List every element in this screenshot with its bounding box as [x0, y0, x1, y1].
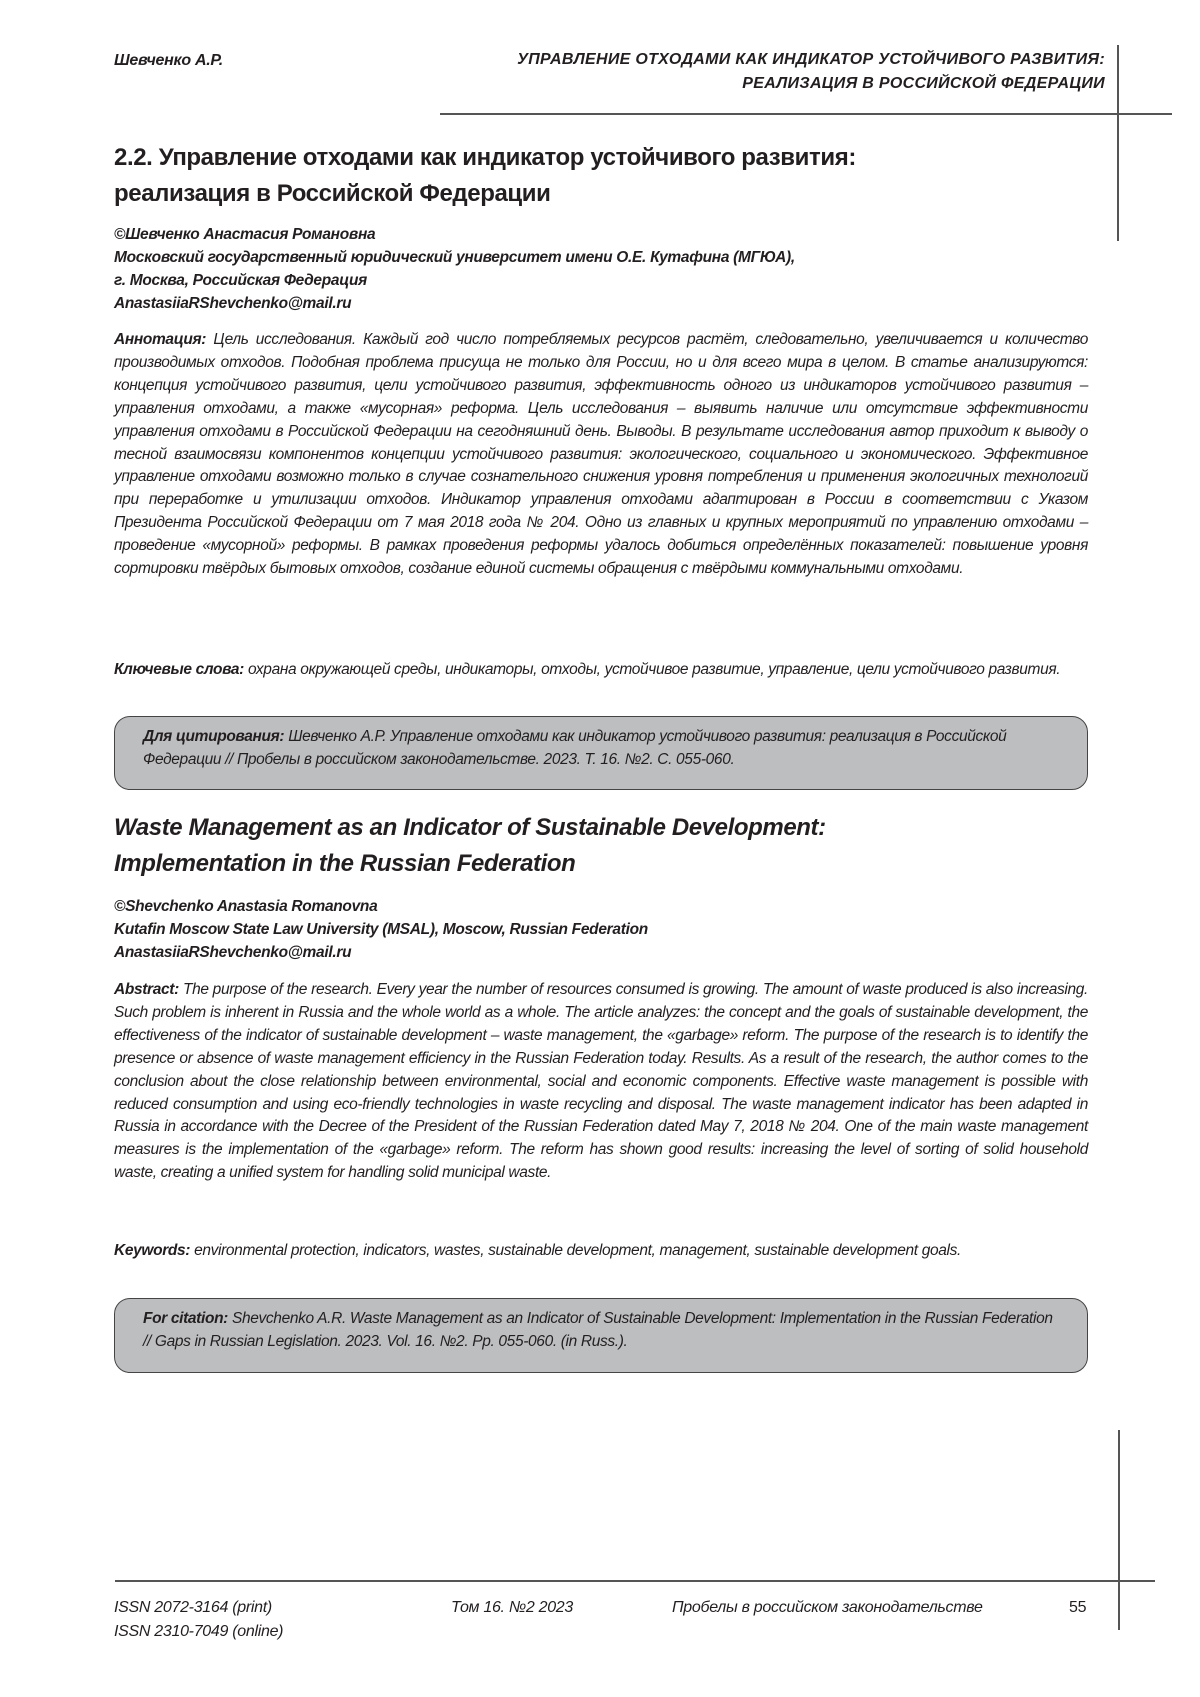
footer-rule: [115, 1580, 1155, 1582]
abstract-ru: [114, 329, 1088, 581]
affiliation: Kutafin Moscow State Law University (MSAL), Moscow, Russian Federation: [114, 918, 1088, 941]
footer-vertical-rule: [1118, 1430, 1120, 1630]
author-email[interactable]: AnastasiiaRShevchenko@mail.ru: [114, 292, 1088, 315]
keywords-text: охрана окружающей среды, индикаторы, отходы, устойчивое развитие, управление, цели устойчивого развития.: [248, 661, 1060, 678]
abstract-en: [114, 979, 1088, 1185]
title-line: Implementation in the Russian Federation: [114, 846, 1074, 882]
author-email[interactable]: AnastasiiaRShevchenko@mail.ru: [114, 941, 1088, 964]
title-line: Waste Management as an Indicator of Sustainable Development:: [114, 810, 1074, 846]
keywords-label: Ключевые слова:: [114, 661, 244, 678]
affiliation: Московский государственный юридический университет имени О.Е. Кутафина (МГЮА),: [114, 246, 1088, 269]
citation-text: Шевченко А.Р. Управление отходами как индикатор устойчивого развития: реализация в Российской Федерации // Пробелы в российском законодательстве. 2023. Т. 16. №2. С. 055-060.: [143, 728, 1006, 768]
issn-online: ISSN 2310-7049 (online): [114, 1620, 283, 1644]
footer-issn: [114, 1596, 283, 1644]
title-line: 2.2. Управление отходами как индикатор устойчивого развития:: [114, 140, 1074, 176]
citation-box-ru: [114, 716, 1088, 790]
author-name: ©Шевченко Анастасия Романовна: [114, 223, 1088, 246]
title-line: реализация в Российской Федерации: [114, 176, 1074, 212]
abstract-label: Аннотация:: [114, 331, 206, 348]
abstract-label: Abstract:: [114, 981, 179, 998]
author-block-ru: [114, 223, 1088, 315]
affiliation-city: г. Москва, Российская Федерация: [114, 269, 1088, 292]
citation-label: Для цитирования:: [143, 728, 284, 745]
author-name: ©Shevchenko Anastasia Romanovna: [114, 895, 1088, 918]
keywords-ru: [114, 659, 1088, 682]
abstract-text: The purpose of the research. Every year the number of resources consumed is growing. The amount of waste produced is also increasing. Such problem is inherent in Russia and the whole world as a whole. The article analyzes: the concept and the goals of sustainable development, the effectiveness of the indicator of sustainable development – waste management, the «garbage» reform. The purpose of the research is to identify the presence or absence of waste management efficiency in the Russian Federation today. Results. As a result of the research, the author comes to the conclusion about the close relationship between environmental, social and economic components. Effective waste management is possible with reduced consumption and using eco-friendly technologies in waste recycling and disposal. The waste management indicator has been adapted in Russia in accordance with the Decree of the President of the Russian Federation dated May 7, 2018 № 204. One of the main waste management measures is the implementation of the «garbage» reform. The reform has shown good results: increasing the level of sorting of solid household waste, creating a unified system for handling solid municipal waste.: [114, 981, 1088, 1181]
header-vertical-rule: [1117, 45, 1119, 241]
footer-journal: Пробелы в российском законодательстве: [672, 1596, 983, 1620]
citation-box-en: [114, 1298, 1088, 1373]
citation-text: Shevchenko A.R. Waste Management as an Indicator of Sustainable Development: Implementation in the Russian Federation // Gaps in Russian Legislation. 2023. Vol. 16. №2. Pp. 055-060. (in Russ.).: [143, 1310, 1053, 1350]
page-number: 55: [1069, 1596, 1086, 1620]
running-header-author: Шевченко А.Р.: [114, 52, 223, 70]
issn-print: ISSN 2072-3164 (print): [114, 1596, 283, 1620]
running-header-title-line: РЕАЛИЗАЦИЯ В РОССИЙСКОЙ ФЕДЕРАЦИИ: [425, 72, 1105, 96]
header-rule: [440, 113, 1172, 115]
abstract-text: Цель исследования. Каждый год число потребляемых ресурсов растёт, следовательно, увеличивается и количество производимых отходов. Подобная проблема присуща не только для России, но и для всего мира в целом. В статье анализируются: концепция устойчивого развития, цели устойчивого развития, эффективность одного из индикаторов устойчивого развития – управления отходами, а также «мусорная» реформа. Цель исследования – выявить наличие или отсутствие эффективности управления отходами в Российской Федерации на сегодняшний день. Выводы. В результате исследования автор приходит к выводу о тесной взаимосвязи компонентов концепции устойчивого развития: экологического, социального и экономического. Эффективное управление отходами возможно только в случае сознательного снижения уровня потребления и применения экологичных технологий при переработке и утилизации отходов. Индикатор управления отходами адаптирован в России в соответствии с Указом Президента Российской Федерации от 7 мая 2018 года № 204. Одно из главных и крупных мероприятий по управлению отходами – проведение «мусорной» реформы. В рамках проведения реформы удалось добиться определённых показателей: повышение уровня сортировки твёрдых бытовых отходов, создание единой системы обращения с твёрдыми коммунальными отходами.: [114, 331, 1088, 577]
keywords-text: environmental protection, indicators, wastes, sustainable development, management, sustainable development goals.: [194, 1242, 961, 1259]
article-title-en: [114, 810, 1074, 882]
keywords-en: [114, 1240, 1088, 1263]
footer-volume: Том 16. №2 2023: [451, 1596, 573, 1620]
article-title-ru: [114, 140, 1074, 212]
author-block-en: [114, 895, 1088, 964]
citation-label: For citation:: [143, 1310, 228, 1327]
running-header-title-line: УПРАВЛЕНИЕ ОТХОДАМИ КАК ИНДИКАТОР УСТОЙЧИВОГО РАЗВИТИЯ:: [425, 48, 1105, 72]
keywords-label: Keywords:: [114, 1242, 190, 1259]
running-header-title: [425, 48, 1105, 96]
